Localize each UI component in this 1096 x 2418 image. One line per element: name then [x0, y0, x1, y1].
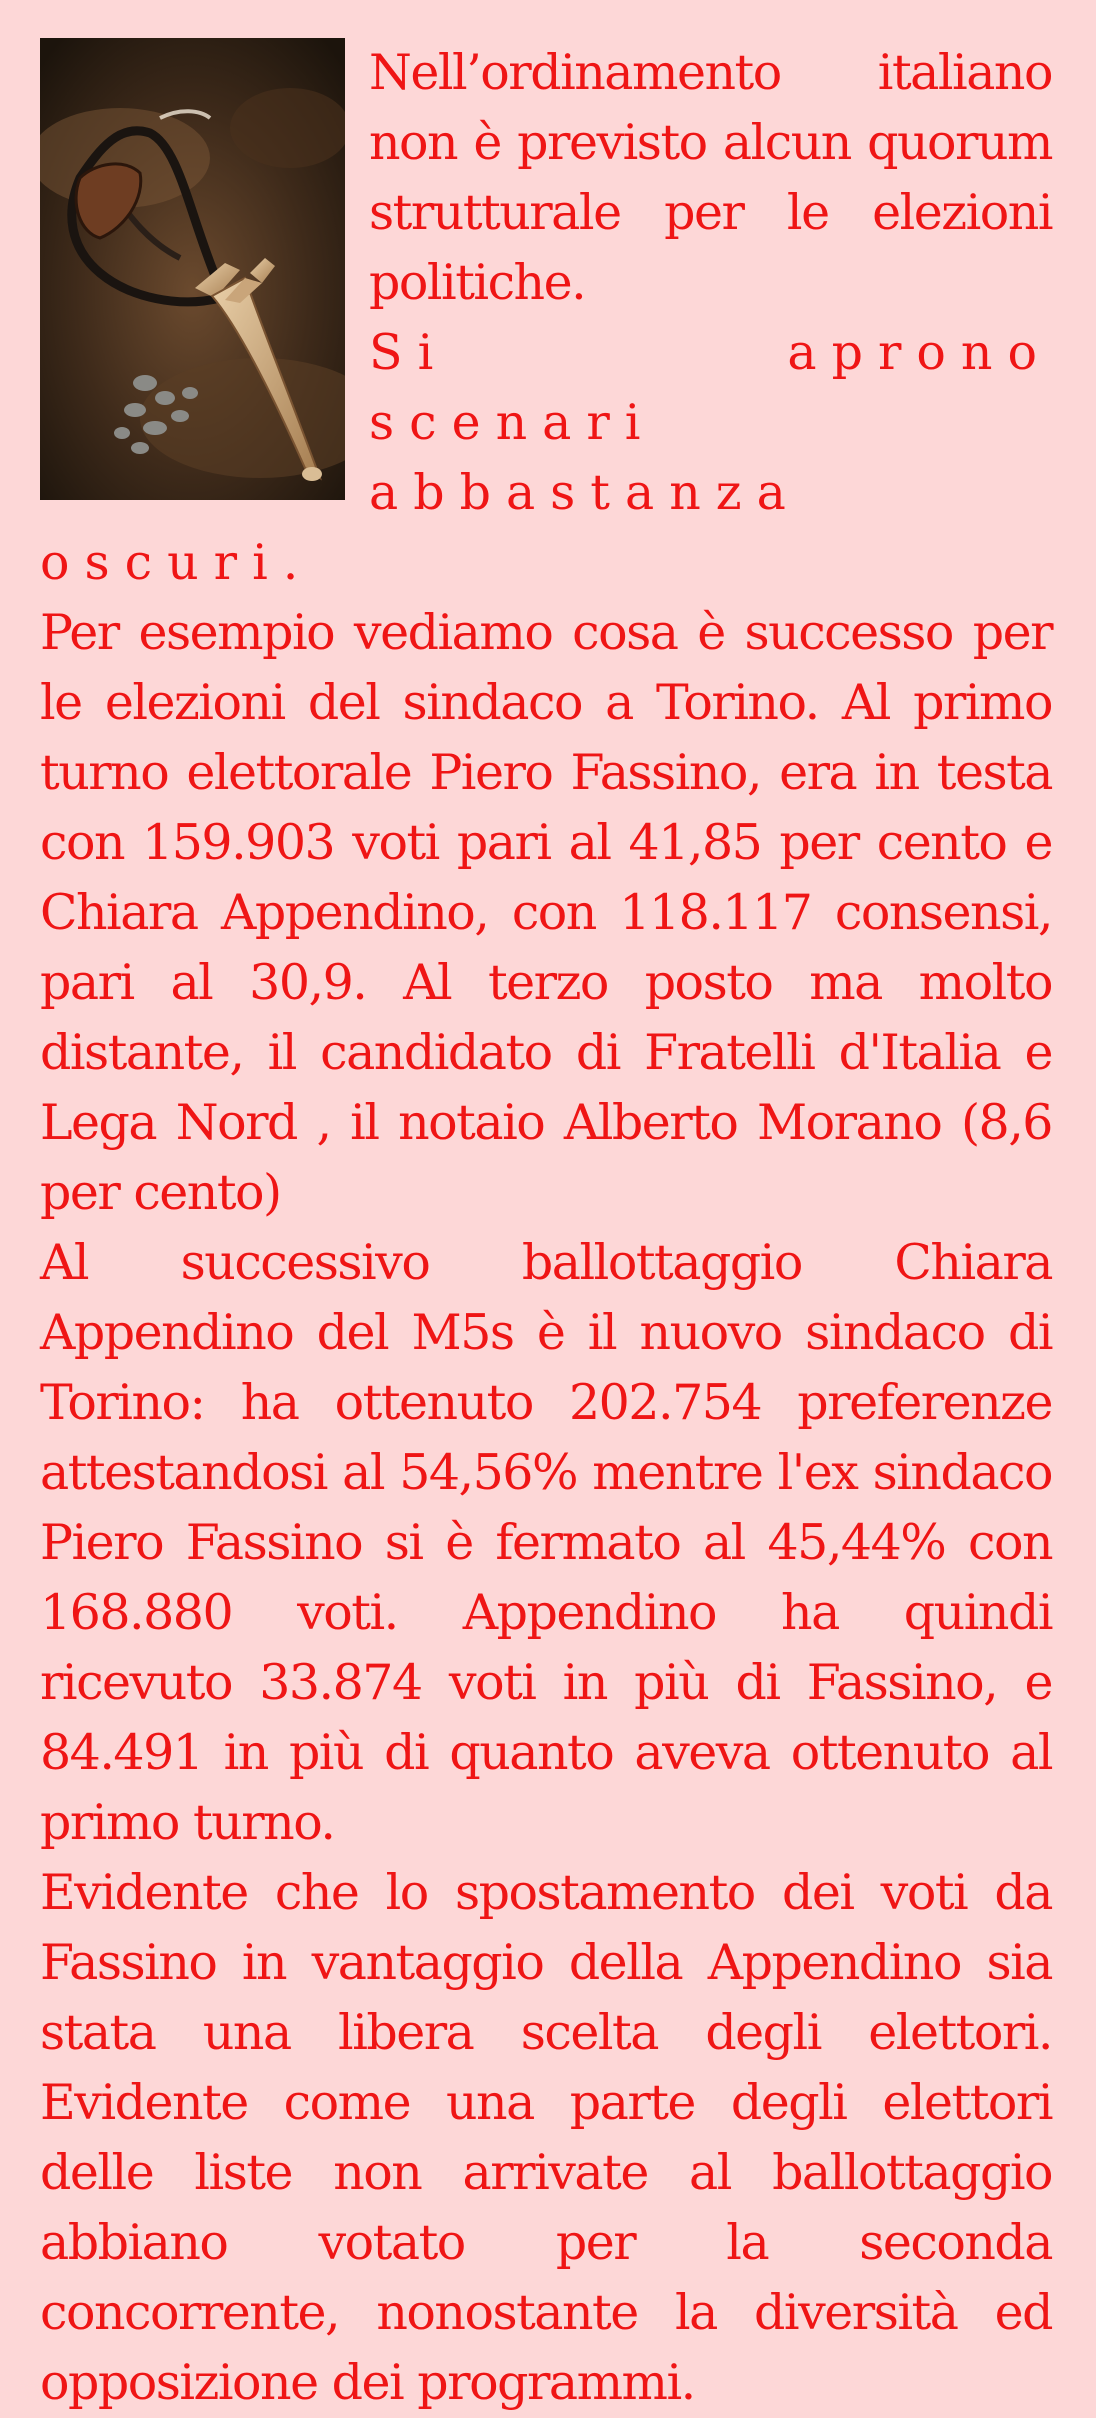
paragraph-1: Nell’ordinamento italiano non è previsto alcun quorum strutturale per le elezioni politiche.	[369, 44, 1052, 311]
paragraph-3: Per esempio vediamo cosa è successo per le elezioni del sindaco a Torino. Al primo turno elettorale Piero Fassino, era in testa con 159.903 voti pari al 41,85 per cento e Chiara Appendino, con 118.117 consensi, pari al 30,9. Al terzo posto ma molto distante, il candidato di Fratelli d'Italia e Lega Nord , il notaio Alberto Morano (8,6 per cento)	[40, 604, 1052, 1221]
paragraph-5: Evidente che lo spostamento dei voti da Fassino in vantaggio della Appendino sia stata una libera scelta degli elettori. Evidente come una parte degli elettori delle liste non arrivate al ballottaggio abbiano votato per la seconda concorrente, nonostante la diversità ed opposizione dei programmi.	[40, 1864, 1052, 2411]
article	[40, 38, 1052, 2418]
paragraph-4: Al successivo ballottaggio Chiara Appendino del M5s è il nuovo sindaco di Torino: ha ottenuto 202.754 preferenze attestandosi al 54,56% mentre l'ex sindaco Piero Fassino si è fermato al 45,44% con 168.880 voti. Appendino ha quindi ricevuto 33.874 voti in più di Fassino, e 84.491 in più di quanto aveva ottenuto al primo turno.	[40, 1234, 1052, 1851]
slingshot-icon	[40, 38, 345, 500]
paragraph-2-text: Si aprono scenari abbastanza oscuri.	[40, 324, 1052, 591]
slingshot-photo	[40, 38, 345, 500]
